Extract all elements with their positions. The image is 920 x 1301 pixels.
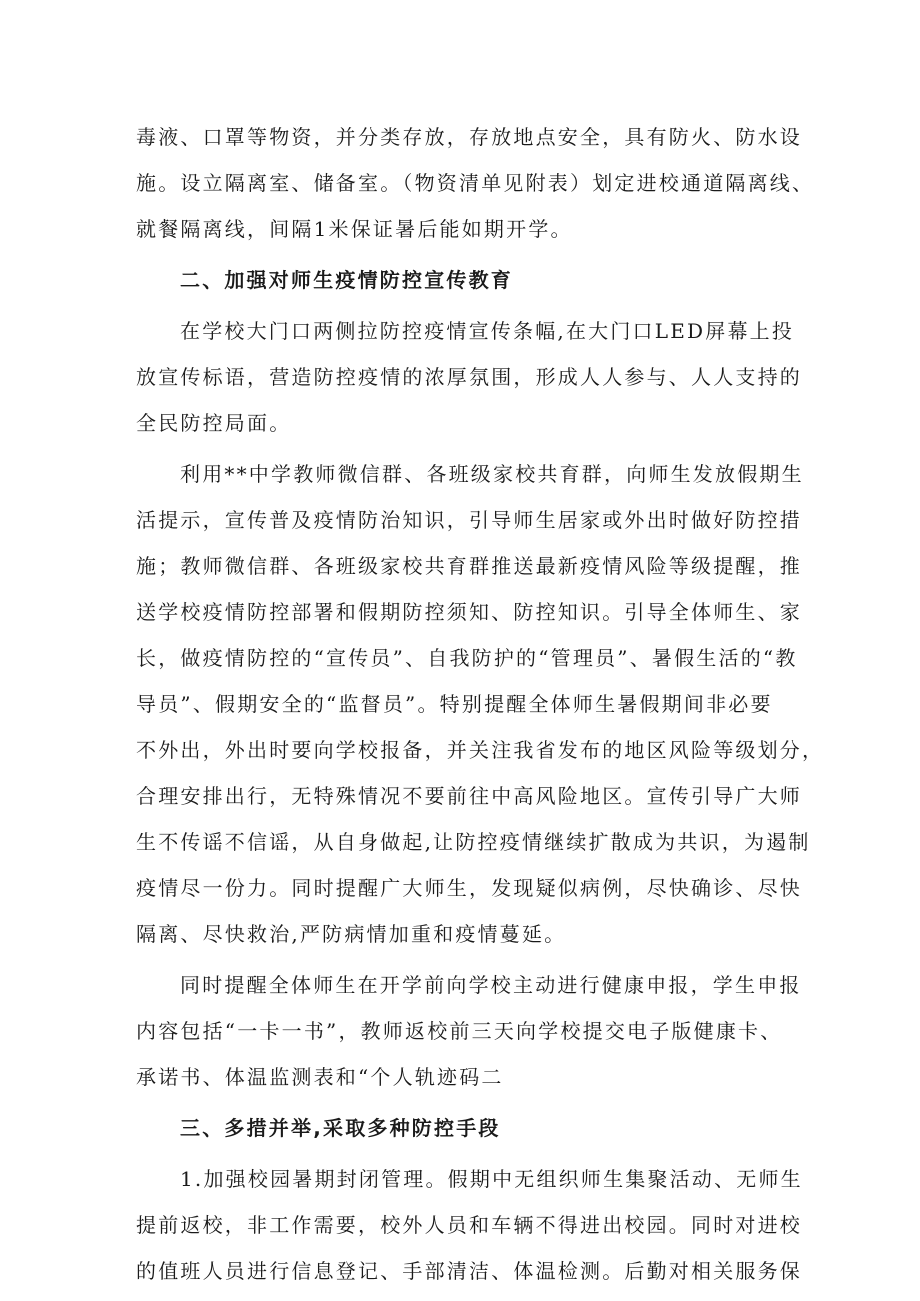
paragraph-supplies	[136, 114, 815, 252]
text-line: 放宣传标语，营造防控疫情的浓厚氛围，形成人人参与、人人支持的	[136, 365, 802, 389]
text-line: 长，做疫情防控的“宣传员”、自我防护的“管理员”、暑假生活的“教	[136, 646, 798, 670]
text-line: 施；教师微信群、各班级家校共育群推送最新疫情风险等级提醒，推	[136, 554, 802, 578]
text-line: 全民防控局面。	[136, 411, 292, 435]
text-line: 利用**中学教师微信群、各班级家校共育群，向师生发放假期生	[180, 462, 804, 486]
text-line: 内容包括“一卡一书”，教师返校前三天向学校提交电子版健康卡、	[136, 1019, 783, 1043]
text-line: 的值班人员进行信息登记、手部清洁、体温检测。后勤对相关服务保	[136, 1259, 802, 1283]
text-line: 提前返校，非工作需要，校外人员和车辆不得进出校园。同时对进校	[136, 1213, 802, 1237]
text-line: 疫情尽一份力。同时提醒广大师生，发现疑似病例，尽快确诊、尽快	[136, 876, 802, 900]
text-line: 生不传谣不信谣，从自身做起,让防控疫情继续扩散成为共识，为遏制	[136, 830, 811, 854]
text-line: 隔离、尽快救治,严防病情加重和疫情蔓延。	[136, 922, 567, 946]
text-line: 合理安排出行，无特殊情况不要前往中高风险地区。宣传引导广大师	[136, 784, 802, 808]
text-line: 同时提醒全体师生在开学前向学校主动进行健康申报，学生申报	[180, 973, 802, 997]
paragraph-health-report	[136, 962, 802, 1100]
section-heading-2: 二、加强对师生疫情防控宣传教育	[180, 268, 513, 292]
text-line: 施。设立隔离室、储备室。（物资清单见附表）划定进校通道隔离线、	[136, 171, 815, 195]
text-line: 不外出，外出时要向学校报备，并关注我省发布的地区风险等级划分，	[136, 738, 825, 762]
text-line: 在学校大门口两侧拉防控疫情宣传条幅,在大门口LED屏幕上投	[180, 319, 795, 343]
text-line: 送学校疫情防控部署和假期防控须知、防控知识。引导全体师生、家	[136, 600, 802, 624]
text-line: 1.加强校园暑期封闭管理。假期中无组织师生集聚活动、无师生	[180, 1167, 803, 1191]
text-line: 就餐隔离线，间隔1米保证暑后能如期开学。	[136, 217, 573, 241]
paragraph-campus-closure	[136, 1156, 803, 1294]
text-line: 毒液、口罩等物资，并分类存放，存放地点安全，具有防火、防水设	[136, 125, 802, 149]
text-line: 活提示，宣传普及疫情防治知识，引导师生居家或外出时做好防控措	[136, 508, 802, 532]
document-body	[136, 114, 825, 1294]
section-heading-3: 三、多措并举,采取多种防控手段	[180, 1116, 501, 1140]
paragraph-banners	[136, 308, 802, 446]
text-line: 承诺书、体温监测表和“个人轨迹码二	[136, 1065, 504, 1089]
paragraph-wechat-groups	[136, 451, 825, 957]
text-line: 导员”、假期安全的“监督员”。特别提醒全体师生暑假期间非必要	[136, 692, 773, 716]
